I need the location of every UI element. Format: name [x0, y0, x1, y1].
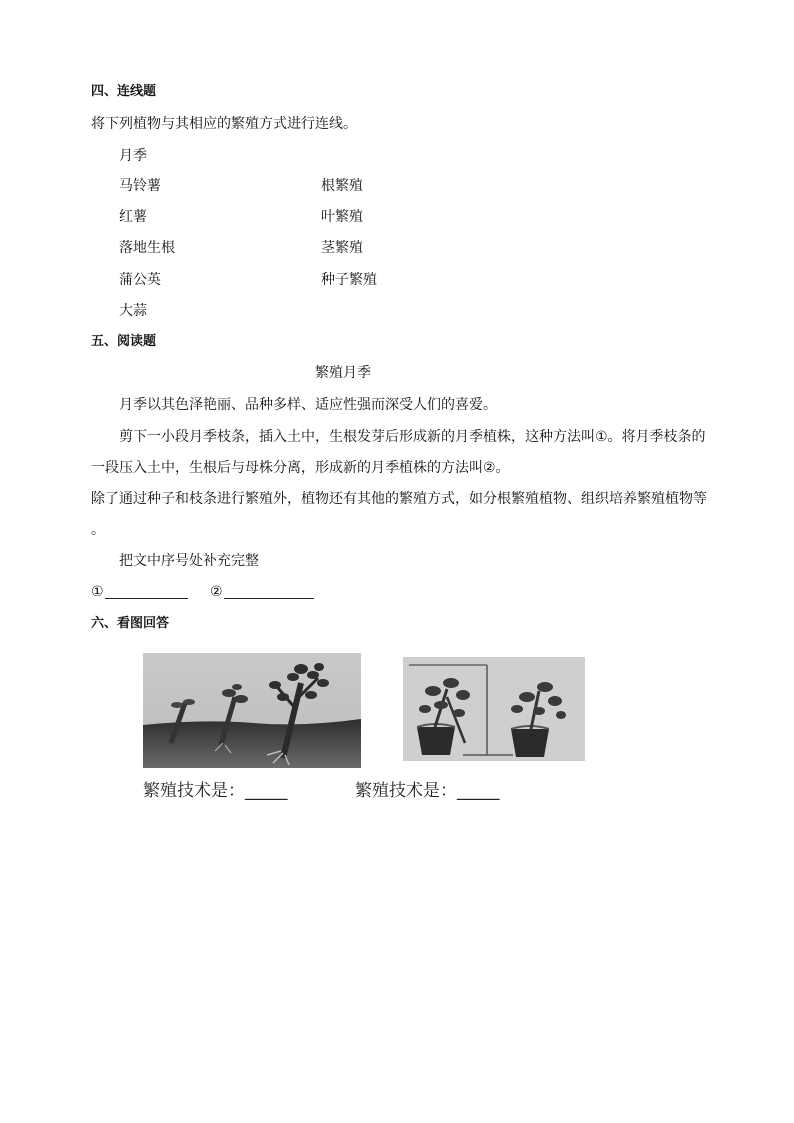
section5-heading: 五、阅读题: [91, 334, 157, 349]
section4-heading: 四、连线题: [91, 84, 157, 99]
section4-instruction: 将下列植物与其相应的繁殖方式进行连线。: [91, 116, 357, 132]
plant-item: 落地生根: [119, 240, 175, 256]
answer-blank-1[interactable]: [105, 598, 188, 599]
method-item: 根繁殖: [321, 178, 363, 194]
section6-heading: 六、看图回答: [91, 616, 170, 631]
plant-item: 红薯: [119, 209, 147, 225]
caption-cutting: 繁殖技术是：_____: [143, 781, 288, 801]
layering-illustration: [403, 657, 585, 761]
method-item: 种子繁殖: [321, 272, 377, 288]
passage-paragraph: 除了通过种子和枝条进行繁殖外，植物还有其他的繁殖方式，如分根繁殖植物、组织培养繁殖植物等: [91, 491, 707, 507]
plant-item: 马铃薯: [119, 178, 161, 194]
caption-layering: 繁殖技术是：_____: [355, 781, 500, 801]
cutting-photo: [143, 653, 361, 768]
passage-paragraph: 一段压入土中，生根后与母株分离，形成新的月季植株的方法叫②。: [91, 460, 510, 476]
plant-item: 大蒜: [119, 303, 147, 319]
plant-item: 月季: [119, 148, 147, 164]
passage-title: 繁殖月季: [315, 365, 371, 381]
cutting-illustration: [143, 653, 361, 768]
passage-paragraph: 剪下一小段月季枝条，插入土中，生根发芽后形成新的月季植株，这种方法叫①。将月季枝条的: [119, 429, 706, 445]
method-item: 叶繁殖: [321, 209, 363, 225]
method-item: 茎繁殖: [321, 240, 363, 256]
passage-paragraph: 月季以其色泽艳丽、品种多样、适应性强而深受人们的喜爱。: [119, 397, 497, 413]
blank-label-2: ②: [210, 584, 223, 600]
layering-photo: [403, 657, 585, 761]
passage-paragraph: 。: [91, 522, 105, 538]
blank-label-1: ①: [91, 584, 104, 600]
answer-blank-2[interactable]: [224, 598, 314, 599]
task-instruction: 把文中序号处补充完整: [119, 553, 259, 569]
plant-item: 蒲公英: [119, 272, 161, 288]
